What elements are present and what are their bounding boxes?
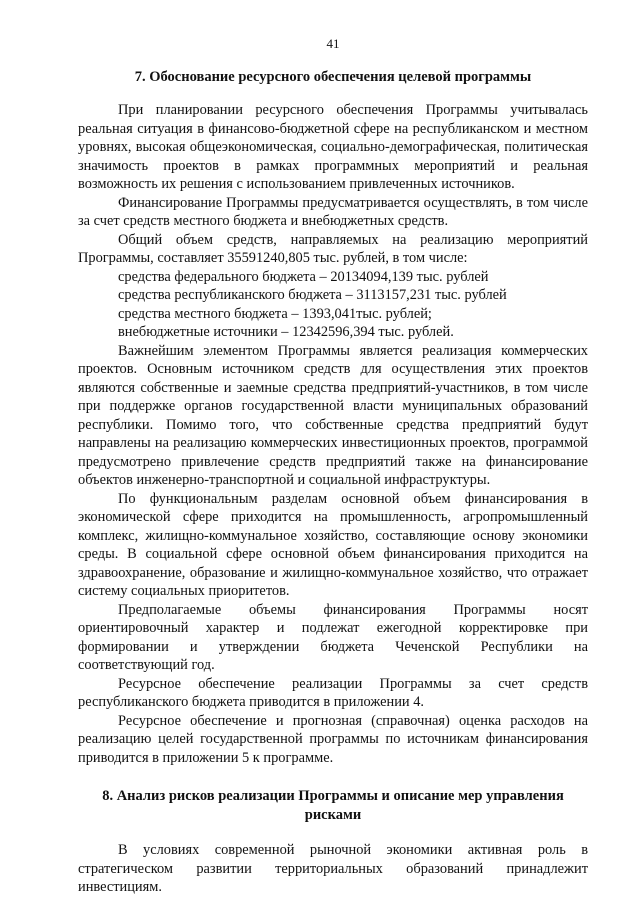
- paragraph: Ресурсное обеспечение реализации Программы за счет средств республиканского бюджета приводится в приложении 4.: [78, 675, 588, 710]
- paragraph: Важнейшим элементом Программы является реализация коммерческих проектов. Основным источником средств для осуществления этих проектов являются собственные и заемные средства предприятий-участников, в том числе при поддержке органов государственной власти муниципальных образований республики. Помимо того, что собственные средства предприятий будут направлены на реализацию коммерческих инвестиционных проектов, программой предусмотрено привлечение средств предприятий также на финансирование объектов инженерно-транспортной и социальной инфраструктуры.: [78, 342, 588, 488]
- funding-item-extrabudgetary: внебюджетные источники – 12342596,394 тыс. рублей.: [118, 324, 454, 340]
- section-title-resources: 7. Обоснование ресурсного обеспечения целевой программы: [134, 69, 532, 85]
- paragraph: Предполагаемые объемы финансирования Программы носят ориентировочный характер и подлежат ежегодной корректировке при формировании и утверждении бюджета Чеченской Республики на соответствующий год.: [78, 601, 588, 673]
- funding-item-federal: средства федерального бюджета – 20134094,139 тыс. рублей: [118, 268, 489, 285]
- funding-item-republican: средства республиканского бюджета – 3113157,231 тыс. рублей: [118, 287, 507, 303]
- paragraph: При планировании ресурсного обеспечения Программы учитывалась реальная ситуация в финансово-бюджетной сфере на республиканском и местном уровнях, высокая общеэкономическая, социально-демографическая, политическая значимость проектов в рамках программных мероприятий и реальная возможность их решения с использованием привлеченных источников.: [78, 102, 588, 192]
- paragraph: В условиях современной рыночной экономики активная роль в стратегическом развитии территориальных образований принадлежит инвестициям.: [78, 842, 588, 895]
- paragraph: Ресурсное обеспечение и прогнозная (справочная) оценка расходов на реализацию целей государственной программы по источникам финансирования приводится в приложении 5 к программе.: [78, 712, 588, 766]
- section-title-risks: 8. Анализ рисков реализации Программы и описание мер управления рисками: [102, 788, 564, 823]
- page-number: 41: [326, 36, 340, 51]
- paragraph: Финансирование Программы предусматривается осуществлять, в том числе за счет средств местного бюджета и внебюджетных средств.: [78, 194, 588, 229]
- funding-item-local: средства местного бюджета – 1393,041тыс. рублей;: [118, 305, 432, 322]
- paragraph: Общий объем средств, направляемых на реализацию мероприятий Программы, составляет 35591240,805 тыс. рублей, в том числе:: [78, 231, 588, 266]
- paragraph: По функциональным разделам основной объем финансирования в экономической сфере приходится на промышленность, агропромышленный комплекс, жилищно-коммунальное хозяйство, составляющие основу экономики среды. В социальной сфере основной объем финансирования приходится на здравоохранение, образование и жилищно-коммунальное хозяйство, что отражает систему социальных приоритетов.: [78, 490, 588, 599]
